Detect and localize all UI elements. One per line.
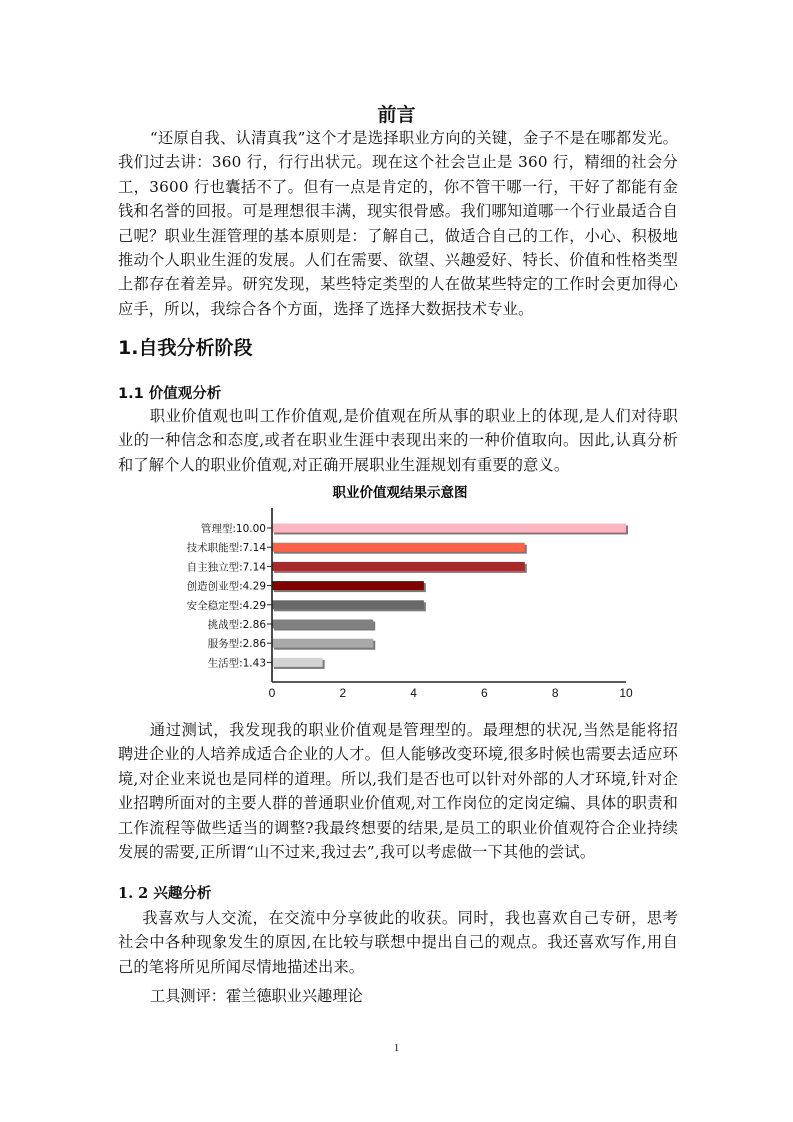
chart-title: 职业价值观结果示意图 — [332, 485, 468, 501]
chart-bars — [272, 524, 628, 669]
x-tick-label: 4 — [410, 686, 417, 700]
section-heading-self-analysis: 1.自我分析阶段 — [118, 337, 253, 359]
bar-7 — [272, 639, 373, 648]
page-number: 1 — [393, 1042, 400, 1054]
intro-paragraph: “还原自我、认清真我”这个才是选择职业方向的关键，金子不是在哪都发光。我们过去讲：360 行，行行出状元。现在这个社会岂止是 360 行，精细的社会分工，3600 行也囊括不了。但有一点是肯定的，你不管干哪一行，干好了都能有金钱和名誉的回报。可是理想很丰满，现实很骨感。我们哪知道哪一个行业最适合自己呢？职业生涯管理的基本原则是：了解自己，做适合自己的工作，小心、积极地推动个人职业生涯的发展。人们在需要、欲望、兴趣爱好、特长、价值和性格类型上都存在着差异。研究发现，某些特定类型的人在做某些特定的工作时会更加得心应手，所以，我综合各个方面，选择了选择大数据技术专业。 — [118, 129, 678, 318]
tool-assessment-line: 工具测评：霍兰德职业兴趣理论 — [150, 987, 363, 1005]
x-tick-label: 10 — [619, 686, 633, 700]
bar-1 — [272, 524, 626, 533]
values-conclusion-paragraph: 通过测试，我发现我的职业价值观是管理型的。最理想的状况,当然是能将招聘进企业的人培养成适合企业的人才。但人能够改变环境,很多时候也需要去适应环境,对企业来说也是同样的道理。所以,我们是否也可以针对外部的人才环境,针对企业招聘所面对的主要人群的普通职业价值观,对工作岗位的定岗定编、具体的职责和工作流程等做些适当的调整?我最终想要的结果,是员工的职业价值观符合企业持续发展的需要,正所谓“山不过来,我过去”,我可以考虑做一下其他的尝试。 — [118, 721, 678, 862]
page-title: 前言 — [377, 104, 416, 126]
bar-8 — [272, 658, 323, 667]
category-label: 自主独立型:7.14 — [186, 561, 266, 574]
category-label: 挑战型:2.86 — [207, 619, 266, 631]
bar-4 — [272, 581, 424, 590]
bar-6 — [272, 620, 373, 629]
subsection-heading-interests: 1. 2 兴趣分析 — [118, 885, 212, 902]
category-label: 生活型:1.43 — [207, 657, 266, 670]
x-tick-label: 0 — [268, 686, 276, 700]
x-tick-label: 2 — [339, 686, 347, 700]
category-label: 安全稳定型:4.29 — [186, 599, 266, 612]
category-label: 创造创业型:4.29 — [186, 580, 266, 593]
interests-paragraph: 我喜欢与人交流，在交流中分享彼此的收获。同时，我也喜欢自己专研，思考社会中各种现象发生的原因,在比较与联想中提出自己的观点。我还喜欢写作,用自己的笔将所见所闻尽情地描述出来。 — [118, 909, 678, 976]
x-tick-label: 8 — [551, 686, 559, 700]
subsection-heading-values: 1.1 价值观分析 — [118, 386, 222, 402]
category-label: 服务型:2.86 — [207, 638, 266, 651]
category-label: 技术职能型:7.14 — [186, 542, 266, 555]
values-bar-chart — [160, 478, 650, 703]
values-paragraph: 职业价值观也叫工作价值观,是价值观在所从事的职业上的体现,是人们对待职业的一种信念和态度,或者在职业生涯中表现出来的一种价值取向。因此,认真分析和了解个人的职业价值观,对正确开展职业生涯规划有重要的意义。 — [118, 407, 678, 474]
bar-3 — [272, 562, 525, 571]
x-tick-label: 6 — [481, 686, 488, 700]
bar-5 — [272, 600, 424, 609]
bar-2 — [272, 543, 525, 552]
category-label: 管理型:10.00 — [200, 523, 266, 535]
